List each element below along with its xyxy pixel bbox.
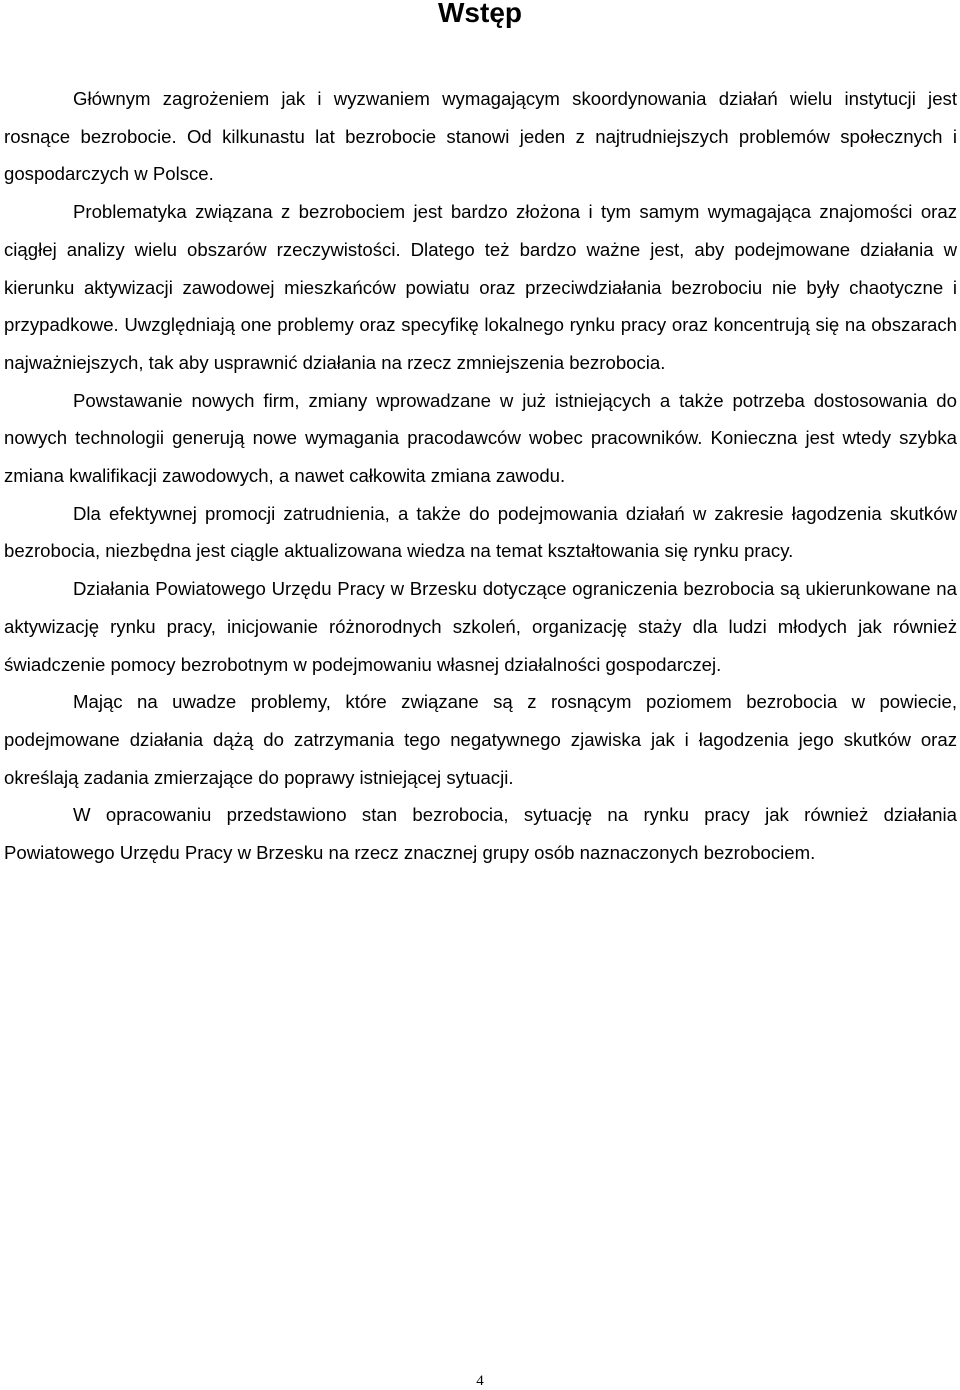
page-number: 4 (476, 1373, 484, 1389)
paragraph-1: Głównym zagrożeniem jak i wyzwaniem wymagającym skoordynowania działań wielu instytucji jest rosnące bezrobocie. Od kilkunastu lat bezrobocie stanowi jeden z najtrudniejszych problemów społecznych i gospodarczych w Polsce. (4, 88, 957, 185)
document-body (4, 80, 957, 872)
paragraph-7: W opracowaniu przedstawiono stan bezrobocia, sytuację na rynku pracy jak również działania Powiatowego Urzędu Pracy w Brzesku na rzecz znacznej grupy osób naznaczonych bezrobociem. (4, 804, 957, 864)
paragraph-2: Problematyka związana z bezrobociem jest bardzo złożona i tym samym wymagająca znajomości oraz ciągłej analizy wielu obszarów rzeczywistości. Dlatego też bardzo ważne jest, aby podejmowane działania w kierunku aktywizacji zawodowej mieszkańców powiatu oraz przeciwdziałania bezrobociu nie były chaotyczne i przypadkowe. Uwzględniają one problemy oraz specyfikę lokalnego rynku pracy oraz koncentrują się na obszarach najważniejszych, tak aby usprawnić działania na rzecz zmniejszenia bezrobocia. (4, 201, 957, 373)
paragraph-3: Powstawanie nowych firm, zmiany wprowadzane w już istniejących a także potrzeba dostosowania do nowych technologii generują nowe wymagania pracodawców wobec pracowników. Konieczna jest wtedy szybka zmiana kwalifikacji zawodowych, a nawet całkowita zmiana zawodu. (4, 389, 957, 487)
paragraph-5: Działania Powiatowego Urzędu Pracy w Brzesku dotyczące ograniczenia bezrobocia są ukierunkowane na aktywizację rynku pracy, inicjowanie różnorodnych szkoleń, organizację staży dla ludzi młodych jak również świadczenie pomocy bezrobotnym w podejmowaniu własnej działalności gospodarczej. (4, 578, 957, 675)
paragraph-4: Dla efektywnej promocji zatrudnienia, a także do podejmowania działań w zakresie łagodzenia skutków bezrobocia, niezbędna jest ciągle aktualizowana wiedza na temat kształtowania się rynku pracy. (4, 502, 957, 562)
paragraph-6: Mając na uwadze problemy, które związane są z rosnącym poziomem bezrobocia w powiecie, podejmowane działania dążą do zatrzymania tego negatywnego zjawiska jak i łagodzenia jego skutków oraz określają zadania zmierzające do poprawy istniejącej sytuacji. (4, 691, 957, 788)
page-title: Wstęp (438, 0, 522, 28)
